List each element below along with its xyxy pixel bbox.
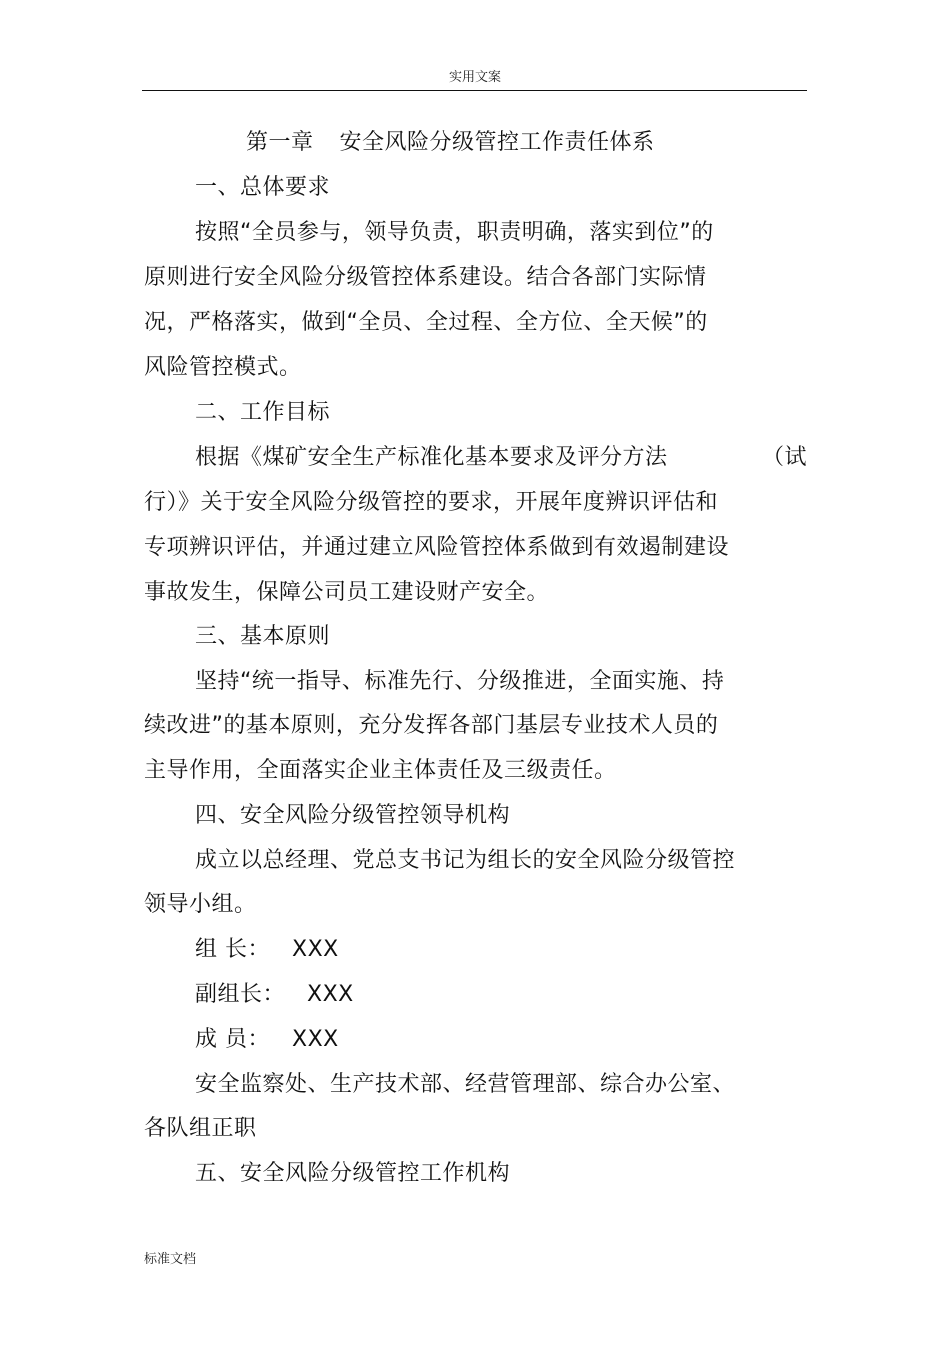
section-1-heading: 一、总体要求 [195,175,331,200]
role-members [195,1025,339,1055]
role-leader [195,935,339,965]
header-divider [142,90,807,91]
paragraph-line: 况，严格落实，做到“全员、全过程、全方位、全天候”的 [144,310,708,335]
role-value: XXX [307,982,354,1007]
role-label: 成 员： [195,1027,270,1052]
role-deputy-leader [195,980,354,1010]
role-value: XXX [292,937,339,962]
chapter-title-text: 安全风险分级管控工作责任体系 [339,130,655,155]
section-5-heading: 五、安全风险分级管控工作机构 [195,1161,511,1186]
paragraph-line: 行）》关于安全风险分级管控的要求，开展年度辨识评估和 [144,490,719,515]
paragraph-line: 坚持“统一指导、标准先行、分级推进，全面实施、持 [195,669,725,694]
role-label: 副组长： [195,982,286,1007]
section-2-heading: 二、工作目标 [195,400,331,425]
paragraph-line: 按照“全员参与，领导负责，职责明确，落实到位”的 [195,220,714,245]
section-4-heading: 四、安全风险分级管控领导机构 [195,803,511,828]
role-value: XXX [292,1027,339,1052]
paragraph-line-end: （试 [762,445,808,470]
role-label: 组 长： [195,937,270,962]
paragraph-line: 主导作用，全面落实企业主体责任及三级责任。 [144,758,617,783]
paragraph-line: 事故发生，保障公司员工建设财产安全。 [144,580,550,605]
chapter-number: 第一章 [246,130,314,155]
paragraph-line: 各队组正职 [144,1116,257,1141]
page-footer-text: 标准文档 [144,1252,197,1267]
paragraph-line: 领导小组。 [144,892,257,917]
paragraph-line: 根据《煤矿安全生产标准化基本要求及评分方法 [195,445,668,470]
chapter-title [246,128,655,158]
paragraph-line: 成立以总经理、党总支书记为组长的安全风险分级管控 [195,848,736,873]
section-3-heading: 三、基本原则 [195,624,331,649]
paragraph-line: 风险管控模式。 [144,355,302,380]
paragraph-line: 专项辨识评估，并通过建立风险管控体系做到有效遏制建设 [144,535,730,560]
paragraph-line: 续改进”的基本原则，充分发挥各部门基层专业技术人员的 [144,713,719,738]
page-header-title: 实用文案 [448,70,501,85]
paragraph-line: 安全监察处、生产技术部、经营管理部、综合办公室、 [195,1072,736,1097]
paragraph-line: 原则进行安全风险分级管控体系建设。结合各部门实际情 [144,265,707,290]
